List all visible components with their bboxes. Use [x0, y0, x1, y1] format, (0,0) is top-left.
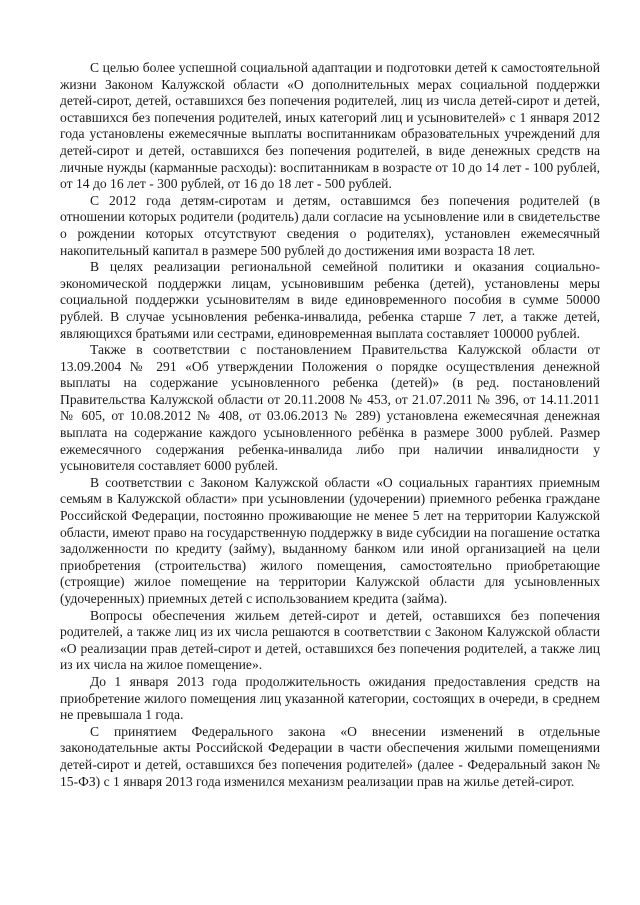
document-page [60, 60, 600, 790]
paragraph-federal-law: С принятием Федерального закона «О внесении изменений в отдельные законодательные акты Российской Федерации в части обеспечения жилыми помещениями детей-сирот и детей, оставшихся без попечения родителей» (далее - Федеральный закон № 15-ФЗ) с 1 января 2013 года изменился механизм реализации прав на жилье детей-сирот. [60, 723, 600, 789]
paragraph-pocket-money: С целью более успешной социальной адаптации и подготовки детей к самостоятельной жизни Законом Калужской области «О дополнительных мерах социальной поддержки детей-сирот, детей, оставшихся без попечения родителей, лиц из числа детей-сирот и детей, оставшихся без попечения родителей, иных категорий лиц и усыновителей» с 1 января 2012 года установлены ежемесячные выплаты воспитанникам образовательных учреждений для детей-сирот и детей, оставшихся без попечения родителей, в виде денежных средств на личные нужды (карманные расходы): воспитанникам в возрасте от 10 до 14 лет - 100 рублей, от 14 до 16 лет - 300 рублей, от 16 до 18 лет - 500 рублей. [60, 60, 600, 192]
paragraph-housing-subsidy: В соответствии с Законом Калужской области «О социальных гарантиях приемным семьям в Калужской области» при усыновлении (удочерении) приемного ребенка граждане Российской Федерации, постоянно проживающие не менее 5 лет на территории Калужской области, имеют право на государственную поддержку в виде субсидии на погашение остатка задолженности по кредиту (займу), выданному банком или иной организацией на цели приобретения (строительства) жилого помещения, самостоятельно приобретающие (строящие) жилое помещение на территории Калужской области для усыновленных (удочеренных) приемных детей с использованием кредита (займа). [60, 474, 600, 606]
paragraph-waiting-period: До 1 января 2013 года продолжительность ожидания предоставления средств на приобретение жилого помещения лиц указанной категории, состоящих в очереди, в среднем не превышала 1 года. [60, 673, 600, 723]
paragraph-adoption-allowance: В целях реализации региональной семейной политики и оказания социально-экономической поддержки лицам, усыновившим ребенка (детей), установлены меры социальной поддержки усыновителям в виде единовременного пособия в сумме 50000 рублей. В случае усыновления ребенка-инвалида, ребенка старше 7 лет, а также детей, являющихся братьями или сестрами, единовременная выплата составляет 100000 рублей. [60, 259, 600, 341]
paragraph-monthly-payment: Также в соответствии с постановлением Правительства Калужской области от 13.09.2004 № 291 «Об утверждении Положения о порядке осуществления денежной выплаты на содержание усыновленного ребенка (детей)» (в ред. постановлений Правительства Калужской области от 20.11.2008 № 453, от 21.07.2011 № 396, от 14.11.2011 № 605, от 10.08.2012 № 408, от 03.06.2013 № 289) установлена ежемесячная денежная выплата на содержание каждого усыновленного ребёнка в размере 3000 рублей. Размер ежемесячного содержания ребенка-инвалида либо при наличии инвалидности у усыновителя составляет 6000 рублей. [60, 342, 600, 474]
paragraph-savings-capital: С 2012 года детям-сиротам и детям, оставшимся без попечения родителей (в отношении которых родители (родитель) дали согласие на усыновление или в свидетельстве о рождении которых отсутствуют сведения о родителях), установлен ежемесячный накопительный капитал в размере 500 рублей до достижения ими возраста 18 лет. [60, 192, 600, 258]
paragraph-housing-provision: Вопросы обеспечения жильем детей-сирот и детей, оставшихся без попечения родителей, а также лиц из их числа решаются в соответствии с Законом Калужской области «О реализации прав детей-сирот и детей, оставшихся без попечения родителей, а также лиц из их числа на жилое помещение». [60, 607, 600, 673]
